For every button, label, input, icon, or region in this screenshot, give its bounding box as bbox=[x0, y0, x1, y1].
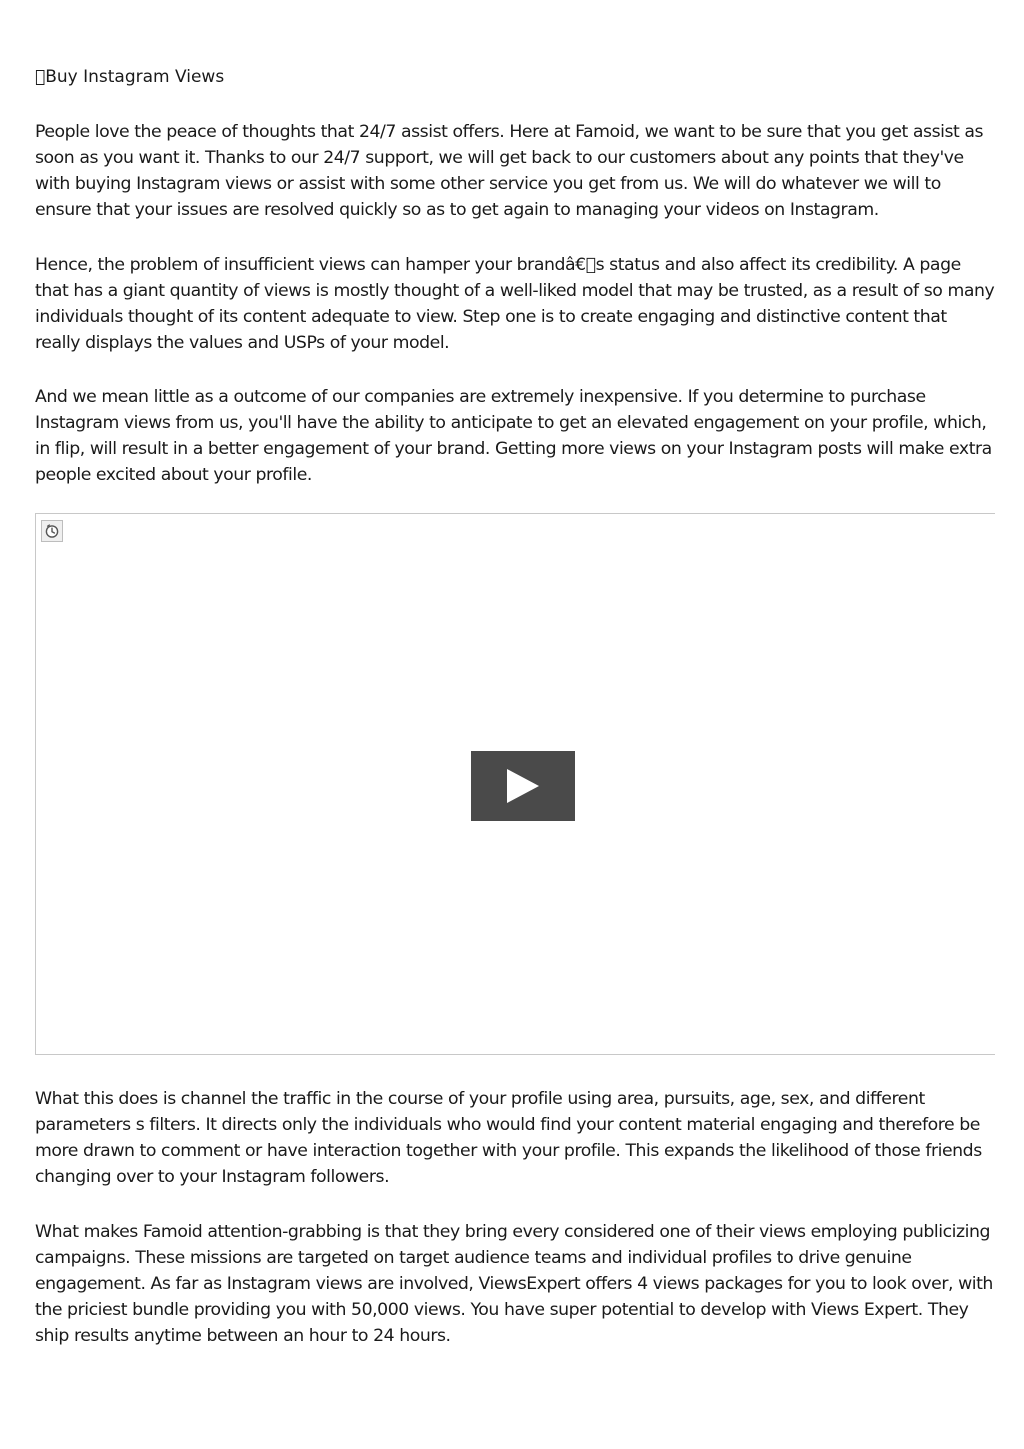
paragraph: What makes Famoid attention-grabbing is that they bring every considered one of their views employing publicizing campaigns. These missions are targeted on target audience teams and individual profiles to drive genuine engagement. As far as Instagram views are involved, ViewsExpert offers 4 views packages for you to look over, with the priciest bundle providing you with 50,000 views. You have super potential to develop with Views Expert. They ship results anytime between an hour to 24 hours. bbox=[35, 1222, 993, 1346]
paragraph: And we mean little as a outcome of our companies are extremely inexpensive. If you determine to purchase Instagram views from us, you'll have the ability to anticipate to get an elevated engagement on your profile, which, in flip, will result in a better engagement of your brand. Getting more views on your Instagram posts will make extra people excited about your profile. bbox=[35, 387, 992, 485]
paragraph: People love the peace of thoughts that 24/7 assist offers. Here at Famoid, we want to be sure that you get assist as soon as you want it. Thanks to our 24/7 support, we will get back to our customers about any points that they've with buying Instagram views or assist with some other service you get from us. We will do whatever we will to ensure that your issues are resolved quickly so as to get again to managing your videos on Instagram. bbox=[35, 122, 984, 220]
play-icon bbox=[505, 768, 541, 804]
page-title:  Buy Instagram Views bbox=[35, 67, 225, 87]
paragraph: Hence, the problem of insufficient views can hamper your brandâ€ s status and also affect its credibility. A page that has a giant quantity of views is mostly thought of a well-liked model that may be trusted, as a result of so many individuals thought of its content adequate to view. Step one is to create engaging and distinctive content that really displays the values and USPs of your model. bbox=[35, 255, 995, 353]
paragraph: What this does is channel the traffic in the course of your profile using area, pursuits, age, sex, and different parameters s filters. It directs only the individuals who would find your content material engaging and therefore be more drawn to comment or have interaction together with your profile. This expands the likelihood of those friends changing over to your Instagram followers. bbox=[35, 1089, 982, 1187]
embedded-video[interactable] bbox=[35, 513, 995, 1055]
play-button[interactable] bbox=[471, 751, 575, 821]
watch-later-clock-icon[interactable] bbox=[41, 520, 63, 542]
